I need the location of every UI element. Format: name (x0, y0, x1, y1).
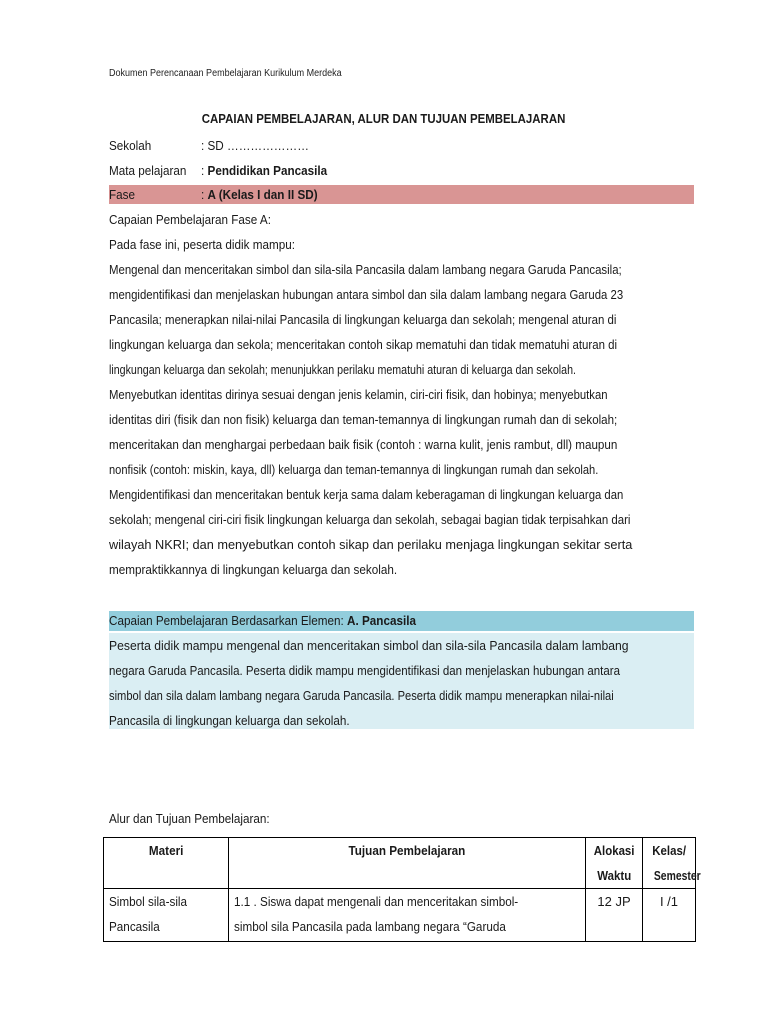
header-text: Dokumen Perencanaan Pembelajaran Kurikulum Merdeka (109, 68, 342, 79)
cp-p3-line (109, 507, 694, 532)
cp-intro (109, 232, 694, 257)
elemen-description-box (109, 633, 694, 729)
header-kelas-text: Kelas/ (652, 843, 686, 858)
elemen-label: Capaian Pembelajaran Berdasarkan Elemen: (109, 613, 348, 628)
cp-p3-line (109, 557, 694, 582)
header-kelas (643, 838, 701, 889)
elemen-heading (109, 611, 416, 631)
cell-alokasi (586, 889, 643, 942)
fase-label: Fase (109, 187, 136, 202)
fase-value (201, 185, 318, 204)
alur-heading (109, 811, 288, 826)
header-materi (104, 838, 229, 889)
info-sekolah (109, 136, 694, 155)
elemen-line-text: Pancasila di lingkungan keluarga dan sekolah. (109, 713, 350, 728)
table-row (104, 889, 696, 942)
elemen-line (109, 708, 694, 733)
mapel-name: Pendidikan Pancasila (207, 163, 328, 178)
cp-p3-text: mempraktikkannya di lingkungan keluarga dan sekolah. (109, 562, 398, 577)
header-alokasi (586, 838, 643, 889)
mapel-colon: : (201, 163, 208, 178)
tujuan-text: 1.1 . Siswa dapat mengenali dan menceritakan simbol- (234, 894, 519, 909)
sekolah-value: : SD ………………… (201, 138, 309, 153)
cell-materi (104, 889, 229, 942)
mapel-value (201, 161, 327, 180)
document-header (109, 68, 367, 79)
elemen-line (109, 633, 694, 658)
info-mapel (109, 161, 694, 180)
cell-tujuan (229, 889, 586, 942)
header-alokasi-text: Alokasi (593, 843, 635, 858)
materi-text: Pancasila (109, 919, 160, 934)
cp-p1-line (109, 332, 694, 357)
cp-p1-line (109, 282, 694, 307)
cp-p2-line (109, 382, 694, 407)
elemen-name: A. Pancasila (347, 613, 416, 628)
cp-p3-line (109, 532, 694, 557)
cp-p2-text: menceritakan dan menghargai perbedaan baik fisik (contoh : warna kulit, jenis rambut, dll) maupun (109, 437, 618, 452)
cp-p1-text: lingkungan keluarga dan sekolah; menunjukkan perilaku mematuhi aturan di keluarga dan sekolah. (109, 362, 576, 377)
elemen-line-text: simbol dan sila dalam lambang negara Garuda Pancasila. Peserta didik mampu menerapkan nilai-nilai (109, 688, 614, 703)
cp-p1-text: Pancasila; menerapkan nilai-nilai Pancasila di lingkungan keluarga dan sekolah; mengenal aturan di (109, 312, 617, 327)
cp-p1-line (109, 257, 694, 282)
cp-p3-text: wilayah NKRI; dan menyebutkan contoh sikap dan perilaku menjaga lingkungan sekitar serta (109, 537, 633, 552)
elemen-heading-bar (109, 611, 694, 631)
cp-p1-line (109, 307, 694, 332)
cell-kelas (643, 889, 696, 942)
kelas-text: I /1 (659, 894, 679, 909)
cp-p1-text: lingkungan keluarga dan sekola; menceritakan contoh sikap mematuhi dan tidak mematuhi aturan di (109, 337, 618, 352)
cp-p2-text: Menyebutkan identitas dirinya sesuai dengan jenis kelamin, ciri-ciri fisik, dan hobinya; menyebutkan (109, 387, 608, 402)
cp-p2-text: identitas diri (fisik dan non fisik) keluarga dan teman-temannya di lingkungan rumah dan di sekolah; (109, 412, 618, 427)
table-header-row (104, 838, 696, 889)
header-waktu-text: Waktu (597, 868, 631, 883)
header-tujuan-text: Tujuan Pembelajaran (348, 843, 466, 858)
cp-p3-text: sekolah; mengenal ciri-ciri fisik lingkungan keluarga dan sekolah, sebagai bagian tidak terpisahkan dari (109, 512, 631, 527)
elemen-line-text: Peserta didik mampu mengenal dan menceritakan simbol dan sila-sila Pancasila dalam lambang (109, 638, 629, 653)
cp-p2-line (109, 457, 694, 482)
cp-p1-text: Mengenal dan menceritakan simbol dan sila-sila Pancasila dalam lambang negara Garuda Pancasila; (109, 262, 622, 277)
alur-heading-text: Alur dan Tujuan Pembelajaran: (109, 811, 270, 826)
header-semester-text: Semester (653, 868, 701, 883)
elemen-line (109, 658, 694, 683)
tujuan-text: simbol sila Pancasila pada lambang negara “Garuda (234, 919, 506, 934)
header-materi-text: Materi (148, 843, 184, 858)
materi-text: Simbol sila-sila (109, 894, 188, 909)
document-title (0, 111, 768, 126)
header-tujuan (229, 838, 586, 889)
elemen-line (109, 683, 694, 708)
cp-heading (109, 207, 694, 232)
cp-intro-text: Pada fase ini, peserta didik mampu: (109, 237, 296, 252)
cp-p1-text: mengidentifikasi dan menjelaskan hubungan antara simbol dan sila dalam lambang negara Garuda 23 (109, 287, 624, 302)
cp-p2-line (109, 432, 694, 457)
fase-colon: : (201, 187, 208, 202)
cp-p3-line (109, 482, 694, 507)
mapel-label: Mata pelajaran (109, 163, 187, 178)
info-fase (109, 185, 694, 204)
cp-p2-text: nonfisik (contoh: miskin, kaya, dll) keluarga dan teman-temannya di lingkungan rumah dan sekolah. (109, 462, 599, 477)
cp-p3-text: Mengidentifikasi dan menceritakan bentuk kerja sama dalam keberagaman di lingkungan keluarga dan (109, 487, 624, 502)
elemen-line-text: negara Garuda Pancasila. Peserta didik mampu mengidentifikasi dan menjelaskan hubungan antara (109, 663, 621, 678)
cp-heading-text: Capaian Pembelajaran Fase A: (109, 212, 271, 227)
alokasi-text: 12 JP (597, 894, 631, 909)
cp-p2-line (109, 407, 694, 432)
sekolah-label: Sekolah (109, 138, 152, 153)
cp-p1-line (109, 357, 694, 382)
fase-name: A (Kelas I dan II SD) (207, 187, 318, 202)
alur-table (103, 837, 701, 942)
title-text: CAPAIAN PEMBELAJARAN, ALUR DAN TUJUAN PEMBELAJARAN (202, 111, 566, 126)
